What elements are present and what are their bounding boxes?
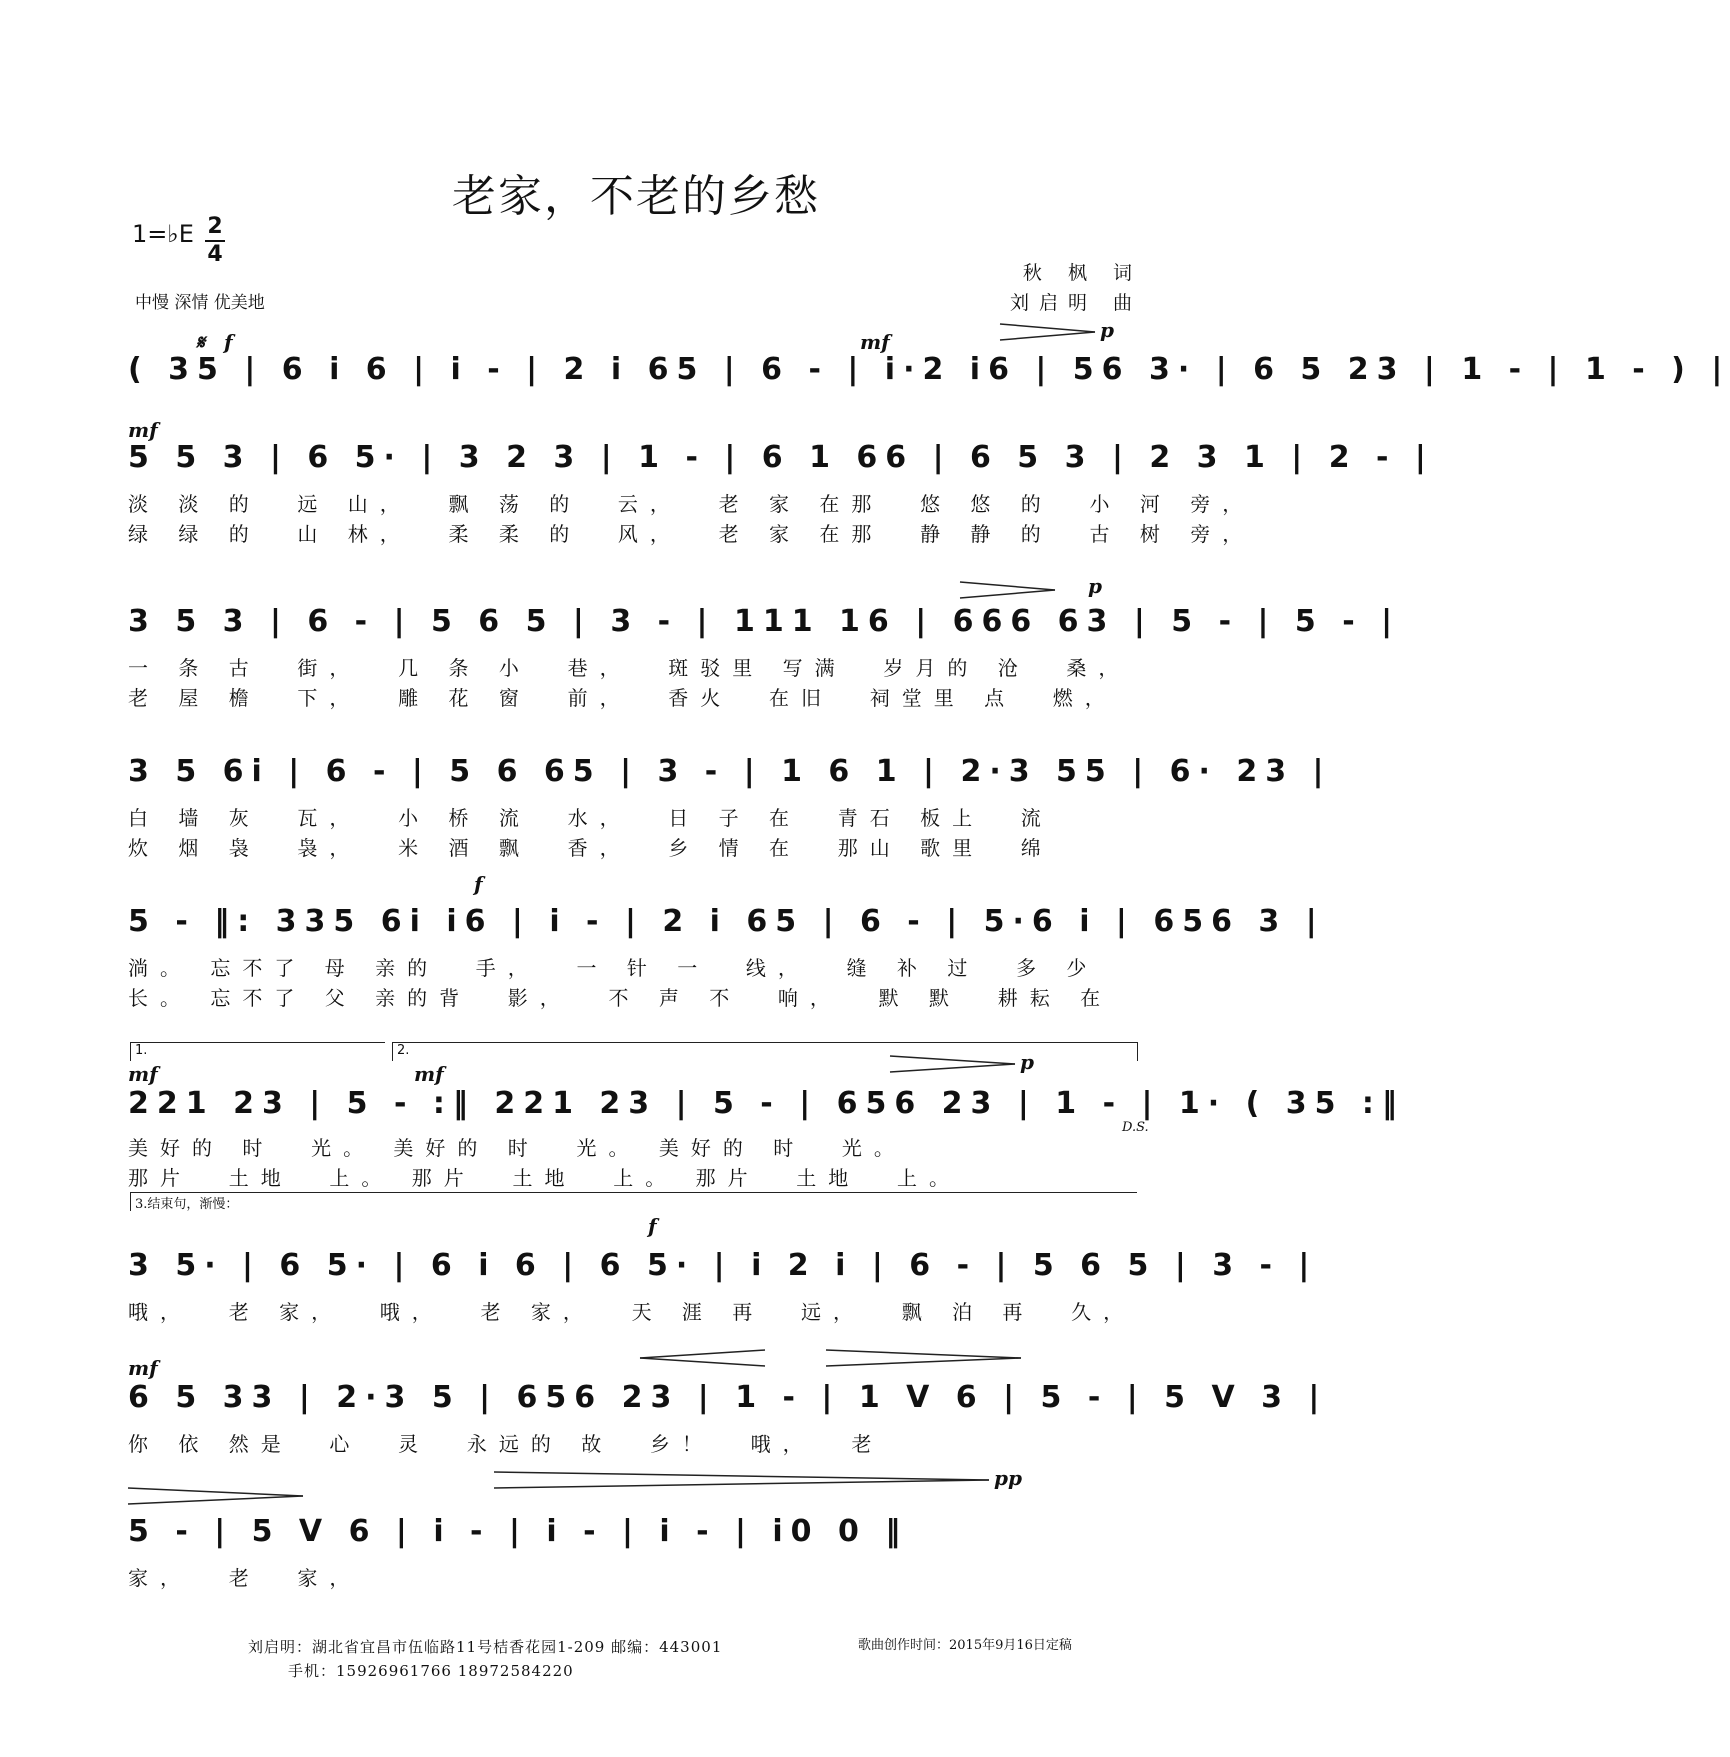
decrescendo-hairpin — [826, 1346, 1026, 1370]
segno-mark: 𝄋 — [196, 330, 205, 354]
notation-row-5: 5 - ‖: 335 6i i6 | i - | 2 i 65 | 6 - | 5·6 i | 656 3 | — [128, 904, 1325, 939]
time-signature — [205, 214, 225, 268]
decrescendo-hairpin — [960, 578, 1060, 602]
lyrics-row-2-verse-1: 淡 淡 的 远 山， 飘 荡 的 云， 老 家 在那 悠 悠 的 小 河 旁， — [128, 492, 1255, 516]
lyrics-row-5-verse-2: 长。 忘不了 父 亲的背 影， 不 声 不 响， 默 默 耕耘 在 — [128, 986, 1113, 1010]
lyrics-row-8: 你 依 然是 心 灵 永远的 故 乡！ 哦， 老 — [128, 1432, 884, 1456]
dynamic-f: f — [224, 330, 233, 354]
notation-row-3: 3 5 3 | 6 - | 5 6 5 | 3 - | 111 16 | 666 63 | 5 - | 5 - | — [128, 604, 1401, 639]
lyrics-row-4-verse-2: 炊 烟 袅 袅， 米 酒 飘 香， 乡 情 在 那山 歌里 绵 — [128, 836, 1053, 860]
notation-row-2: 5 5 3 | 6 5· | 3 2 3 | 1 - | 6 1 66 | 6 5 3 | 2 3 1 | 2 - | — [128, 440, 1434, 475]
decrescendo-hairpin — [128, 1484, 308, 1508]
notation-row-8: 6 5 33 | 2·3 5 | 656 23 | 1 - | 1 V 6 | 5 - | 5 V 3 | — [128, 1380, 1328, 1415]
composer-address: 刘启明：湖北省宜昌市伍临路11号桔香花园1-209 邮编：443001 — [248, 1638, 723, 1656]
lyrics-row-2-verse-2: 绿 绿 的 山 林， 柔 柔 的 风， 老 家 在那 静 静 的 古 树 旁， — [128, 522, 1255, 546]
dynamic-mf: mf — [128, 1356, 158, 1380]
composer-credit: 刘启明 曲 — [1009, 292, 1142, 314]
crescendo-hairpin — [640, 1346, 770, 1370]
composition-date: 歌曲创作时间：2015年9月16日定稿 — [858, 1638, 1072, 1653]
lyrics-row-6-verse-1: 美好的 时 光。 美好的 时 光。 美好的 时 光。 — [128, 1136, 906, 1160]
key-signature: 1=♭E — [132, 220, 194, 248]
dynamic-pp: pp — [994, 1466, 1022, 1490]
dynamic-mf: mf — [128, 418, 158, 442]
dynamic-f: f — [474, 872, 483, 896]
notation-row-1: ( 35 | 6 i 6 | i - | 2 i 65 | 6 - | i·2 i6 | 56 3· | 6 5 23 | 1 - | 1 - ) | — [128, 352, 1730, 387]
dynamic-mf: mf — [128, 1062, 158, 1086]
notation-row-4: 3 5 6i | 6 - | 5 6 65 | 3 - | 1 6 1 | 2·3 55 | 6· 23 | — [128, 754, 1332, 789]
dynamic-mf: mf — [414, 1062, 444, 1086]
tempo-marking: 中慢 深情 优美地 — [135, 293, 265, 313]
lyrics-row-5-verse-1: 淌。 忘不了 母 亲的 手， 一 针 一 线， 缝 补 过 多 少 — [128, 956, 1099, 980]
first-ending: 1. — [130, 1042, 385, 1061]
dal-segno: D.S. — [1122, 1120, 1149, 1135]
page-title: 老家，不老的乡愁 — [452, 171, 820, 222]
decrescendo-hairpin — [890, 1052, 1020, 1076]
lyricist-credit: 秋 枫 词 — [1022, 262, 1142, 284]
notation-row-9: 5 - | 5 V 6 | i - | i - | i - | i0 0 ‖ — [128, 1514, 909, 1549]
composer-phone: 手机：15926961766 18972584220 — [288, 1662, 574, 1680]
time-signature-top: 2 — [207, 214, 223, 239]
dynamic-f: f — [648, 1214, 657, 1238]
dynamic-p: p — [1100, 318, 1114, 342]
lyrics-row-3-verse-2: 老 屋 檐 下， 雕 花 窗 前， 香火 在旧 祠堂里 点 燃， — [128, 686, 1117, 710]
lyrics-row-4-verse-1: 白 墙 灰 瓦， 小 桥 流 水， 日 子 在 青石 板上 流 — [128, 806, 1053, 830]
lyrics-row-9: 家， 老 家， — [128, 1566, 362, 1590]
notation-row-7: 3 5· | 6 5· | 6 i 6 | 6 5· | i 2 i | 6 - | 5 6 5 | 3 - | — [128, 1248, 1318, 1283]
dynamic-p: p — [1088, 574, 1102, 598]
time-signature-bottom: 4 — [207, 242, 223, 267]
decrescendo-hairpin — [494, 1468, 994, 1492]
second-ending: 2. — [392, 1042, 1138, 1061]
lyrics-row-3-verse-1: 一 条 古 街， 几 条 小 巷， 斑驳里 写满 岁月的 沧 桑， — [128, 656, 1131, 680]
dynamic-mf: mf — [860, 330, 890, 354]
lyrics-row-6-verse-2: 那片 土地 上。 那片 土地 上。 那片 土地 上。 — [128, 1166, 962, 1190]
decrescendo-hairpin — [1000, 320, 1100, 344]
dynamic-p: p — [1020, 1050, 1034, 1074]
third-ending: 3.结束句，渐慢： — [130, 1192, 1137, 1211]
notation-row-6: 221 23 | 5 - :‖ 221 23 | 5 - | 656 23 | 1 - | 1· ( 35 :‖ — [128, 1086, 1405, 1121]
lyrics-row-7: 哦， 老 家， 哦， 老 家， 天 涯 再 远， 飘 泊 再 久， — [128, 1300, 1136, 1324]
